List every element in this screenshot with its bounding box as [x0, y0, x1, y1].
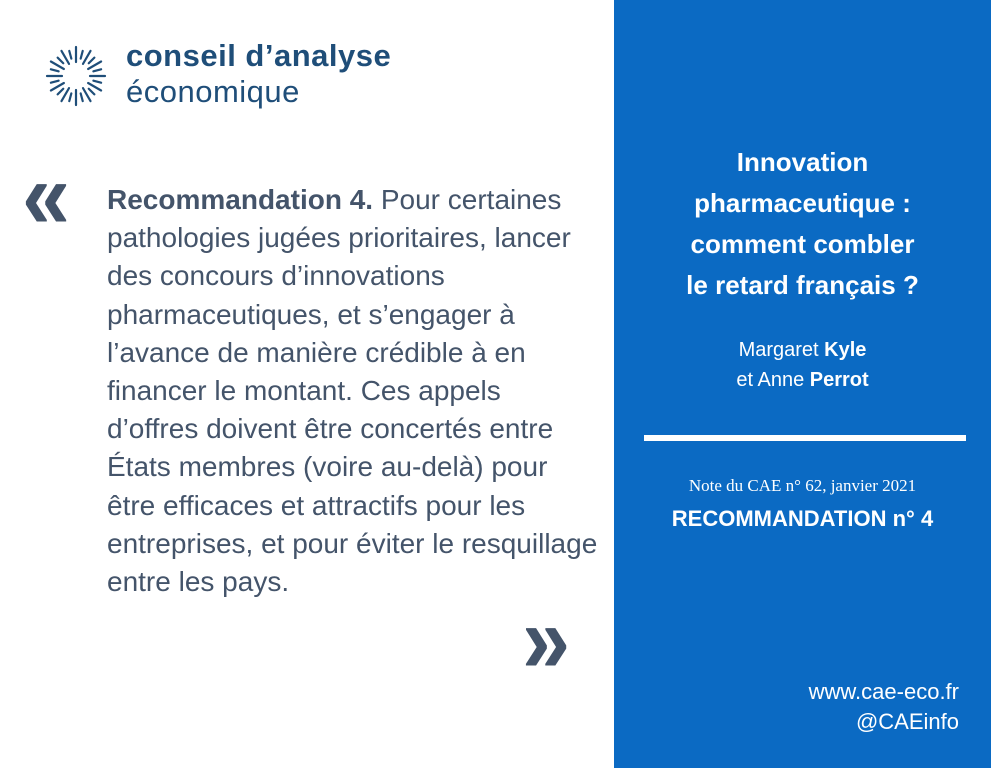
recommendation-body: Pour certaines pathologies jugées prioritaires, lancer des concours d’innovations pharmaceutiques, et s’engager à l’avance de manière crédible à en financer le montant. Ces appels d’offres doivent être concertés entre États membres (voire au-delà) pour être efficaces et attractifs pour les entreprises, et pour éviter le resquillage entre les pays.: [107, 184, 598, 598]
logo-ray: [93, 81, 101, 83]
sunburst-logo-icon: [44, 44, 108, 108]
author-1-first: Margaret: [738, 339, 825, 361]
note-reference: Note du CAE n° 62, janvier 2021: [688, 476, 917, 495]
logo-ray: [81, 93, 83, 101]
author-1: [614, 335, 991, 365]
author-2-first: et Anne: [736, 369, 810, 391]
note-title: [614, 142, 991, 306]
author-2: [614, 365, 991, 395]
logo-ray: [58, 89, 64, 95]
twitter-handle[interactable]: @CAEinfo: [855, 709, 959, 734]
logo-line-1: conseil d’analyse: [126, 38, 392, 73]
authors: [614, 335, 991, 395]
title-line: Innovation: [736, 147, 869, 177]
close-quote-mark: »: [522, 586, 571, 693]
logo-line-2: économique: [126, 74, 300, 109]
recommendation-heading: Recommandation 4.: [107, 184, 374, 215]
logo-ray: [81, 51, 83, 59]
website-link[interactable]: www.cae-eco.fr: [808, 679, 959, 704]
logo-ray: [89, 89, 95, 95]
right-panel: [614, 0, 991, 768]
recommendation-number: RECOMMANDATION n° 4: [671, 506, 934, 531]
open-quote-mark: «: [22, 142, 71, 249]
logo-ray: [51, 69, 59, 71]
logo-ray: [58, 58, 64, 64]
divider: [644, 435, 966, 441]
author-2-last: Perrot: [809, 369, 869, 391]
logo-ray: [69, 51, 71, 59]
author-1-last: Kyle: [824, 339, 867, 361]
logo-ray: [51, 81, 59, 83]
title-line: pharmaceutique :: [694, 188, 911, 218]
logo-ray: [93, 69, 101, 71]
title-line: le retard français ?: [686, 270, 919, 300]
logo-ray: [89, 58, 95, 64]
cae-logo: [44, 40, 444, 112]
recommendation-text: [107, 181, 599, 601]
logo-ray: [69, 93, 71, 101]
title-line: comment combler: [690, 229, 915, 259]
